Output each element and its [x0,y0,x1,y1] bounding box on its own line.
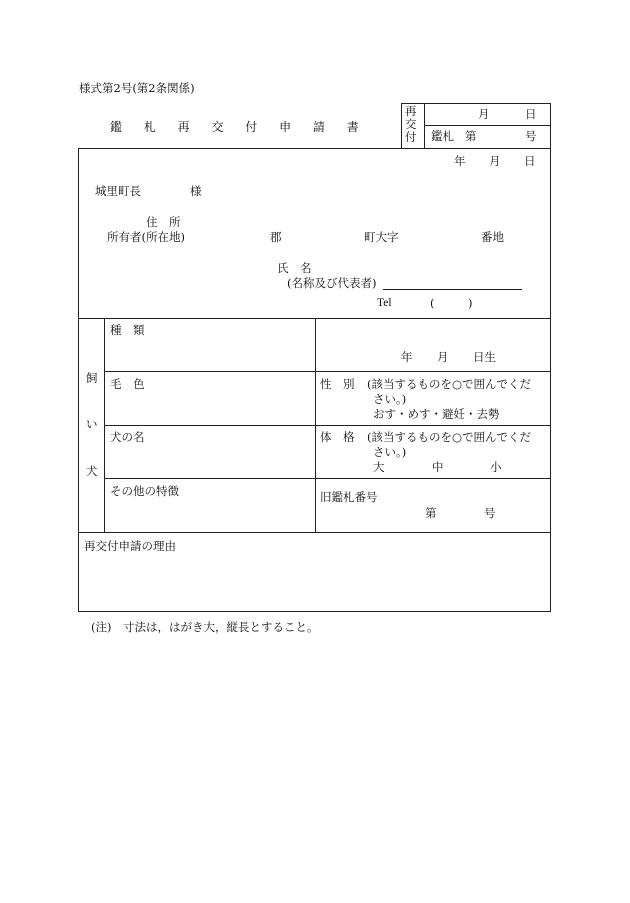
name-label: 氏 名 [277,261,312,275]
sex-label: 性 別 [320,377,355,391]
address-banchi: 番地 [481,230,504,244]
dog-side-label-1: 飼 [86,371,98,385]
tel-paren-open: ( [430,296,435,310]
sex-circle-note-1: (該当するものを○で囲んでくだ [367,377,532,391]
form-title: 鑑 札 再 交 付 申 請 書 [110,120,368,134]
dog-name-label: 犬の名 [110,430,145,444]
addressee-honorific: 様 [190,184,202,198]
footnote: (注) 寸法は，はがき大，縦長とすること。 [91,620,319,634]
address-label: 住 所 [146,215,181,229]
apply-date-day: 日 [524,154,536,168]
owner-label: 所有者(所在地) [107,230,185,244]
size-medium: 中 [432,460,444,474]
dog-row-1 [104,371,551,372]
size-large: 大 [373,460,385,474]
name-underline [383,289,522,290]
sex-options: おす・めす・避妊・去勢 [373,407,500,421]
dog-row-3 [104,478,551,479]
address-town-aza: 町大字 [364,230,399,244]
old-tag-label: 旧鑑札番号 [320,490,378,504]
form-reference: 様式第2号(第2条関係) [79,81,195,95]
frame-top [78,148,551,149]
tel-paren-close: ) [468,296,473,310]
coat-label: 毛 色 [110,377,145,391]
breed-label: 種 類 [110,323,145,337]
dog-side-label-3: 犬 [86,464,98,478]
old-tag-no-prefix: 第 [425,506,437,520]
reissue-box-mid [424,125,550,126]
size-small: 小 [490,460,502,474]
size-circle-note-1: (該当するものを○で囲んでくだ [367,430,532,444]
reissue-label-2: 交 [405,117,417,131]
name-sub-label: (名称及び代表者) [287,276,377,290]
size-label: 体 格 [320,430,355,444]
address-gun: 郡 [270,230,282,244]
reissue-month: 月 [478,107,490,121]
reissue-no-suffix: 号 [525,129,537,143]
birth-year: 年 [401,350,413,364]
addressee: 城里町長 [95,184,141,198]
reissue-no-prefix: 第 [465,129,477,143]
reason-label: 再交付申請の理由 [84,539,176,553]
frame-right [550,148,551,611]
frame-left [78,148,79,611]
features-label: その他の特徴 [110,484,179,498]
apply-date-month: 月 [489,154,501,168]
size-circle-note-2: さい。) [373,445,407,459]
frame-bottom [78,611,551,612]
tel-label: Tel [377,297,392,309]
dog-side-label-2: い [86,417,98,431]
reissue-label-3: 付 [405,130,417,144]
reissue-tag-label: 鑑札 [431,129,454,143]
reissue-box-right [550,103,551,149]
sex-circle-note-2: さい。) [373,392,407,406]
reissue-day: 日 [525,107,537,121]
birth-month: 月 [437,350,449,364]
old-tag-no-suffix: 号 [484,506,496,520]
reissue-label-1: 再 [405,104,417,118]
dog-reason-divider [78,532,551,533]
reissue-box-left [401,103,402,149]
reissue-box-divider [424,103,425,149]
dog-row-2 [104,425,551,426]
birth-day: 日生 [473,350,496,364]
apply-date-year: 年 [454,154,466,168]
